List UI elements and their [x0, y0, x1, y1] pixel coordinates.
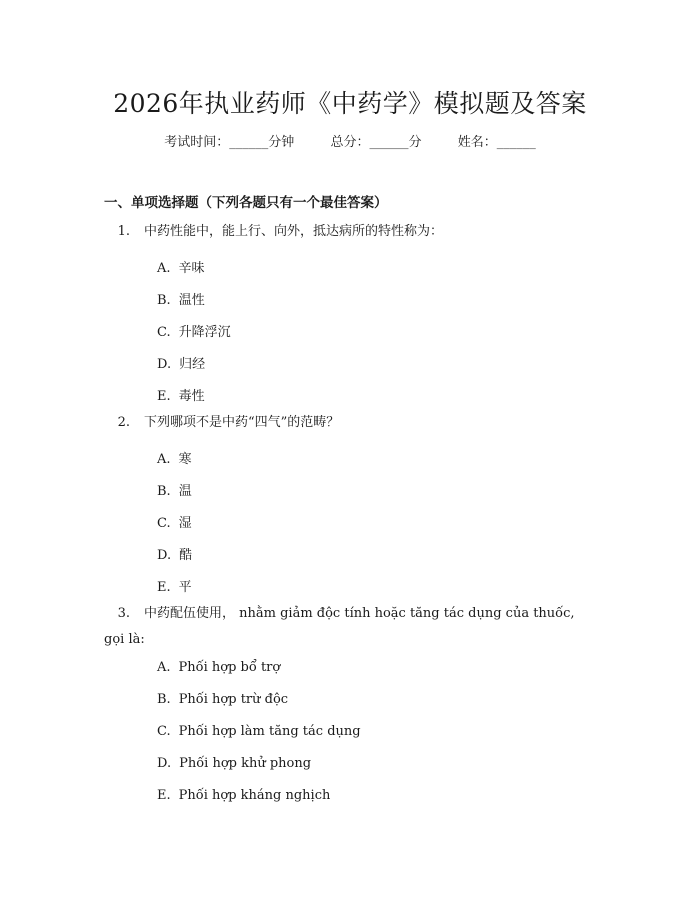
option-letter: C.	[157, 516, 171, 531]
option-letter: A.	[157, 452, 171, 467]
option-letter: E.	[157, 580, 171, 595]
option-text: 温性	[178, 293, 205, 308]
exam-meta-line	[0, 131, 700, 150]
option-text: Phối hợp bổ trợ	[178, 660, 281, 675]
option-text: 湿	[178, 516, 192, 531]
option-2b	[157, 480, 192, 499]
option-3e	[157, 788, 330, 803]
option-text: Phối hợp khử phong	[179, 756, 312, 771]
option-3b	[157, 692, 288, 707]
option-letter: A.	[157, 261, 171, 276]
question-text: 下列哪项不是中药“四气”的范畴？	[144, 415, 340, 430]
option-text: 毒性	[178, 389, 205, 404]
question-text-line-2: gọi là:	[104, 632, 145, 647]
question-3	[104, 601, 602, 653]
document-title: 2026年执业药师《中药学》模拟题及答案	[113, 89, 587, 118]
option-text: Phối hợp trừ độc	[178, 692, 289, 707]
option-letter: D.	[157, 357, 172, 372]
option-text: Phối hợp làm tăng tác dụng	[178, 724, 361, 739]
option-letter: D.	[157, 548, 172, 563]
option-text: 酷	[179, 548, 193, 563]
option-text: 平	[178, 580, 192, 595]
question-2	[104, 410, 602, 436]
option-1c	[157, 321, 231, 340]
option-text: 温	[178, 484, 192, 499]
option-text: 寒	[178, 452, 192, 467]
option-2d	[157, 544, 192, 563]
option-text: Phối hợp kháng nghịch	[178, 788, 331, 803]
option-text: 归经	[179, 357, 206, 372]
option-letter: B.	[157, 692, 171, 707]
question-number: 1.	[117, 224, 130, 239]
option-3d	[157, 756, 311, 771]
option-1a	[157, 257, 205, 276]
option-letter: C.	[157, 724, 171, 739]
option-1e	[157, 385, 205, 404]
question-1	[104, 219, 602, 245]
question-number: 2.	[117, 415, 130, 430]
option-text: 升降浮沉	[178, 325, 231, 340]
section-heading: 一、单项选择题（下列各题只有一个最佳答案）	[104, 195, 388, 211]
option-letter: A.	[157, 660, 171, 675]
option-letter: C.	[157, 325, 171, 340]
exam-time-field: 考试时间：______分钟	[164, 135, 295, 150]
option-letter: B.	[157, 484, 171, 499]
option-letter: E.	[157, 389, 171, 404]
option-2a	[157, 448, 192, 467]
question-number: 3.	[117, 606, 130, 621]
option-1b	[157, 289, 205, 308]
option-letter: E.	[157, 788, 171, 803]
option-2c	[157, 512, 192, 531]
question-text: 中药性能中，能上行、向外，抵达病所的特性称为：	[144, 224, 444, 239]
question-text-line-1: 中药配伍使用， nhằm giảm độc tính hoặc tăng tác dụng của thuốc,	[144, 606, 575, 621]
option-text: 辛味	[178, 261, 205, 276]
option-1d	[157, 353, 205, 372]
option-3c	[157, 724, 361, 739]
option-2e	[157, 576, 192, 595]
name-field: 姓名：______	[457, 135, 536, 150]
option-letter: B.	[157, 293, 171, 308]
option-3a	[157, 660, 280, 675]
total-score-field: 总分：______分	[330, 135, 422, 150]
option-letter: D.	[157, 756, 172, 771]
